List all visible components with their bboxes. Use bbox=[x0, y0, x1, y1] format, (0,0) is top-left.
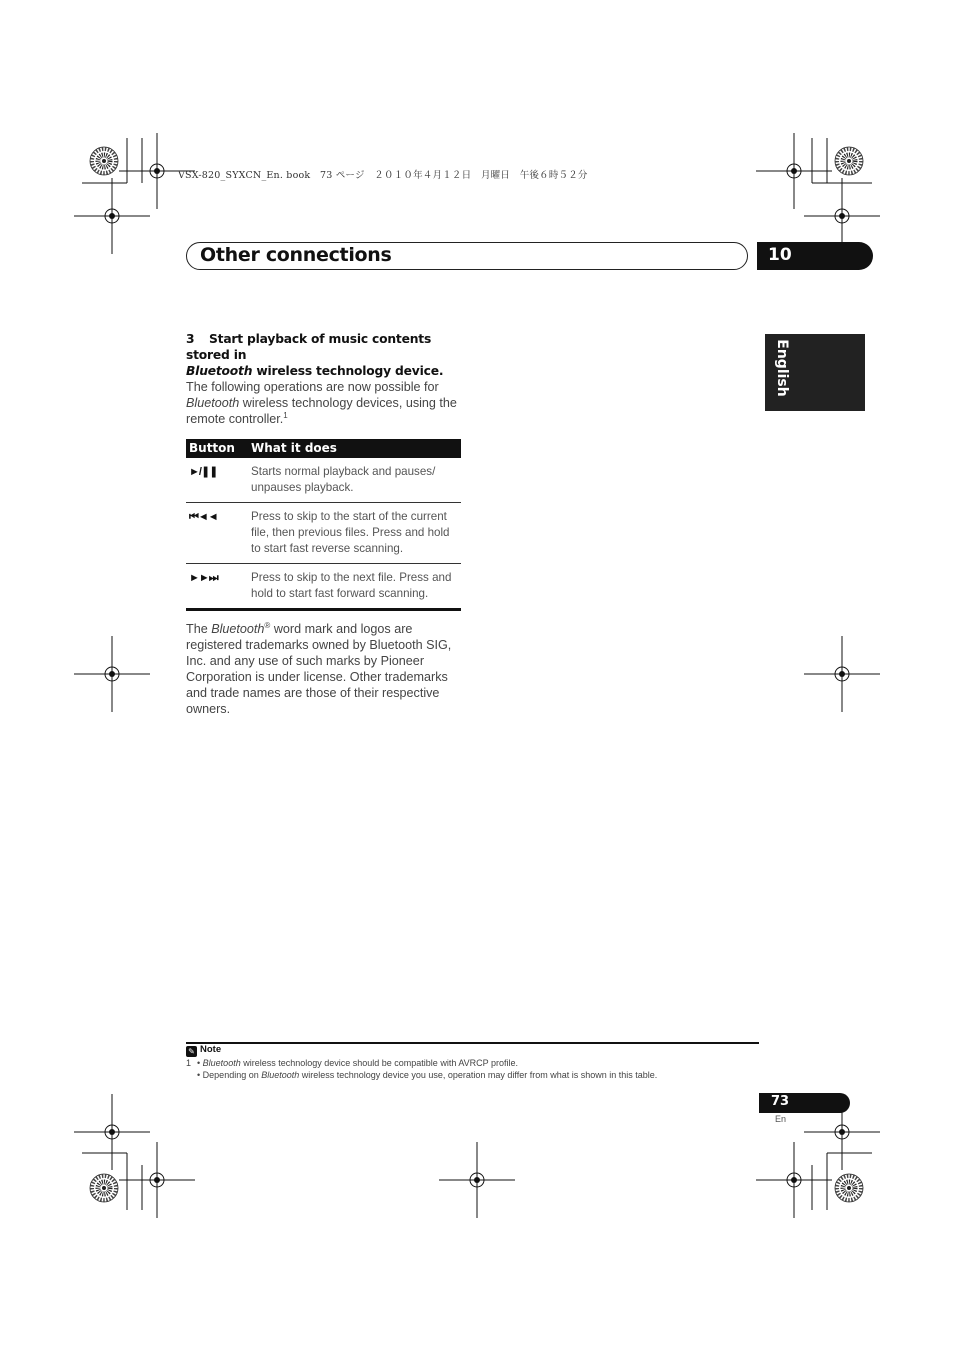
table-cell-desc: Press to skip to the start of the current file, then previous files. Press and hold to start fast reverse scanning. bbox=[248, 503, 461, 564]
operations-table bbox=[186, 439, 461, 611]
star-target-bottom-right bbox=[835, 1174, 863, 1202]
page-number: 73 bbox=[771, 1094, 790, 1109]
table-header-what: What it does bbox=[248, 439, 461, 458]
star-target-top-left bbox=[90, 147, 118, 175]
play-pause-icon: ►/❚❚ bbox=[186, 458, 248, 503]
note-divider bbox=[186, 1042, 759, 1044]
note-text: wireless technology device should be compatible with AVRCP profile. bbox=[240, 1058, 519, 1068]
main-content bbox=[186, 331, 461, 717]
table-cell-desc: Press to skip to the next file. Press and hold to start fast forward scanning. bbox=[248, 564, 461, 610]
page-language: En bbox=[775, 1114, 787, 1124]
chapter-title: Other connections bbox=[200, 244, 392, 266]
intro-italic: Bluetooth bbox=[186, 396, 240, 410]
skip-forward-icon: ►►⏭ bbox=[186, 564, 248, 610]
table-header-button: Button bbox=[186, 439, 248, 458]
trademark-text-tail: word mark and logos are registered trademarks owned by Bluetooth SIG, Inc. and any use of such marks by Pioneer Corporation is under license. Other trademarks and trade names are those of their respective owners. bbox=[186, 622, 452, 716]
skip-back-icon: ⏮◄◄ bbox=[186, 503, 248, 564]
intro-text-tail: wireless technology devices, using the remote controller. bbox=[186, 396, 457, 426]
note-text: wireless technology device you use, operation may differ from what is shown in this table. bbox=[299, 1070, 658, 1080]
trademark-italic: Bluetooth bbox=[211, 622, 265, 636]
note-item bbox=[186, 1057, 657, 1069]
table-row bbox=[186, 503, 461, 564]
notes-list bbox=[186, 1057, 657, 1081]
pencil-icon: ✎ bbox=[186, 1046, 197, 1057]
trademark-paragraph bbox=[186, 621, 461, 717]
chapter-number: 10 bbox=[768, 245, 792, 265]
table-header-row bbox=[186, 439, 461, 458]
trademark-text: The bbox=[186, 622, 212, 636]
note-text-pre: Depending on bbox=[202, 1070, 262, 1080]
note-bullet: • bbox=[197, 1058, 201, 1068]
note-heading bbox=[186, 1044, 221, 1057]
registered-mark: ® bbox=[264, 620, 271, 630]
file-header: VSX-820_SYXCN_En. book 73 ページ ２０１０年４月１２日 月曜日 午後６時５２分 bbox=[178, 170, 588, 181]
intro-text: The following operations are now possible for bbox=[186, 380, 439, 394]
note-italic: Bluetooth bbox=[261, 1070, 300, 1080]
table-row bbox=[186, 564, 461, 610]
note-italic: Bluetooth bbox=[202, 1058, 241, 1068]
table-cell-desc: Starts normal playback and pauses/ unpauses playback. bbox=[248, 458, 461, 503]
step-text-tail: wireless technology device. bbox=[252, 364, 444, 378]
step-text-italic: Bluetooth bbox=[186, 364, 253, 378]
language-tab-label: English bbox=[774, 339, 790, 397]
footnote-ref: 1 bbox=[283, 410, 288, 420]
star-target-bottom-left bbox=[90, 1174, 118, 1202]
step-text: Start playback of music contents stored in bbox=[186, 332, 432, 362]
note-heading-text: Note bbox=[200, 1044, 222, 1055]
step-heading bbox=[186, 331, 461, 379]
note-index: 1 bbox=[186, 1058, 192, 1068]
star-target-top-right bbox=[835, 147, 863, 175]
note-item bbox=[186, 1069, 657, 1081]
note-bullet: • bbox=[197, 1070, 201, 1080]
table-row bbox=[186, 458, 461, 503]
intro-paragraph bbox=[186, 379, 461, 427]
step-number: 3 bbox=[186, 332, 195, 346]
